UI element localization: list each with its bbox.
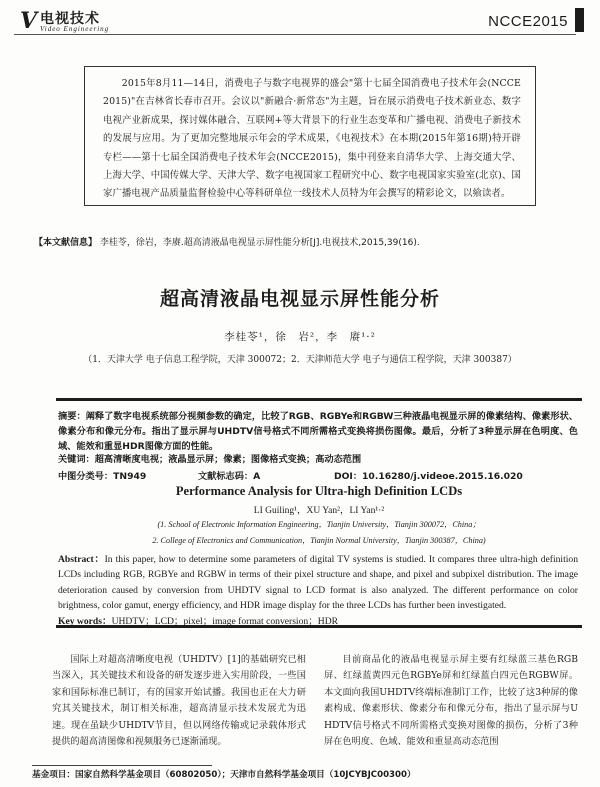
keywords-en-label: Key words： <box>58 616 112 627</box>
paper-title-cn: 超高清液晶电视显示屏性能分析 <box>159 288 440 310</box>
citation-text: 李桂苓，徐岩，李赓.超高清液晶电视显示屏性能分析[J].电视技术,2015,39(16). <box>99 238 420 248</box>
funding-footnote: 基金项目：国家自然科学基金项目（60802050）；天津市自然科学基金项目（10JCYBJC00300） <box>32 770 416 780</box>
keywords-cn-text: 超高清晰度电视；液晶显示屏；像素；图像格式变换；高动态范围 <box>94 454 362 465</box>
keywords-en <box>58 613 578 627</box>
affiliation-en-2: 2. College of Electronics and Communication，Tianjin Normal University，Tianjin 300387，China) <box>152 536 486 545</box>
citation-line <box>34 236 574 250</box>
body-paragraph-right: 目前商品化的液晶电视显示屏主要有红绿蓝三基色RGB屏、红绿蓝黄四元色RGBYe屏和红绿蓝白四元色RGBW屏。本文面向我国UHDTV终端标准制订工作，比较了这3种屏的像素构成、像素形状、像素分布和像元分布，指出了显示屏与UHDTV信号格式不同所需格式变换对图像的损伤，分析了3种屏在色明度、色域、能效和重显高动态范围 <box>324 654 578 748</box>
abstract-en-label: Abstract： <box>58 554 105 565</box>
abstract-en <box>58 552 578 614</box>
editorial-intro-text: 2015年8月11—14日，消费电子与数字电视界的盛会"第十七届全国消费电子技术年会(NCCE2015)"在吉林省长春市召开。会议以"新融合·新常态"为主题，旨在展示消费电子技术新业态、数字电视产业新成果，探讨媒体融合、互联网+等大背景下的行业生态变革和广播电视、消费电子新技术的发展与应用。为了更加完整地展示年会的学术成果，《电视技术》在本期(2015年第16期)特开辟专栏——第十七届全国消费电子技术年会(NCCE2015)，集中刊登来自清华大学、上海交通大学、上海大学、中国传媒大学、天津大学、数字电视国家工程研究中心、数字电视国家实验室(北京)、国家广播电视产品质量监督检验中心等科研单位一线技术人员特为年会撰写的精彩论文，以飨读者。 <box>103 78 521 200</box>
affiliation-cn: （1．天津大学 电子信息工程学院，天津 300072；2．天津师范大学 电子与通信工程学院，天津 300387） <box>83 355 517 365</box>
abstract-cn-text: 阐释了数字电视系统部分视频参数的确定，比较了RGB、RGBYe和RGBW三种液晶电视显示屏的像素结构、像素形状、像素分布和像元分布。指出了显示屏与UHDTV信号格式不同所需格式变换将损伤图像。最后，分析了3种显示屏在色明度、色域、能效和重显HDR图像方面的性能。 <box>58 411 578 452</box>
column-label: NCCE2015 <box>488 13 568 30</box>
affiliation-en-1: (1. School of Electronic Information Engineering，Tianjin University，Tianjin 300072，China； <box>157 520 481 529</box>
editorial-intro-box <box>84 66 536 206</box>
clc-number: 中图分类号：TN949 <box>58 471 147 482</box>
classification-row <box>58 468 578 482</box>
footnote-rule <box>32 765 212 766</box>
doi: DOI：10.16280/j.videoe.2015.16.020 <box>334 471 523 482</box>
abstract-cn-label: 摘要： <box>58 411 86 422</box>
journal-name-en: Video Engineering <box>40 25 110 33</box>
abstract-cn <box>58 409 578 454</box>
keywords-en-text: UHDTV；LCD；pixel；image format conversion；HDR <box>111 616 339 627</box>
header-rule <box>14 34 576 35</box>
journal-name-cn: 电视技术 <box>40 11 100 27</box>
keywords-cn <box>58 453 578 467</box>
authors-cn: 李桂苓¹，徐 岩²，李 赓¹·² <box>224 331 376 343</box>
body-paragraph-left: 国际上对超高清晰度电视（UHDTV）[1]的基础研究已相当深入，其关键技术和设备的研发逐步进入实用阶段，一些国家和国际标准已制订，有的国家开始试播。我国也正在大力研究其关键技术，制订相关标准，超高清显示技术发展尤为迅速。现在虽缺少UHDTV节目，但以网络传输或记录载体形式提供的超高清图像和视频服务已逐渐涌现。 <box>52 654 306 748</box>
page-header <box>14 6 586 36</box>
keywords-cn-label: 关键词： <box>58 454 95 465</box>
journal-logo <box>14 6 164 36</box>
abstract-block <box>56 398 582 628</box>
authors-en: LI Guiling¹，XU Yan²，LI Yan¹·² <box>253 506 385 516</box>
citation-label: 【本文献信息】 <box>34 238 98 248</box>
abstract-en-text: In this paper, how to determine some parameters of digital TV systems is studied. It compares three ultra-high definition LCDs including RGB, RGBYe and RGBW in terms of their pixel structure and shape, and pixel and subpixel distribution. The image deterioration caused by conversion from UHDTV signal to LCD format is also analyzed. The different performance on color brightness, color gamut, energy efficiency, and HDR image display for the three LCDs has further been investigated. <box>58 554 578 612</box>
paper-title-en: Performance Analysis for Ultra-high Definition LCDs <box>175 484 463 498</box>
body-column-right <box>324 652 578 750</box>
body-column-left <box>52 652 306 750</box>
document-code: 文献标志码：A <box>198 471 261 482</box>
header-block-mark <box>575 8 584 32</box>
logo-mark: V <box>20 8 38 34</box>
